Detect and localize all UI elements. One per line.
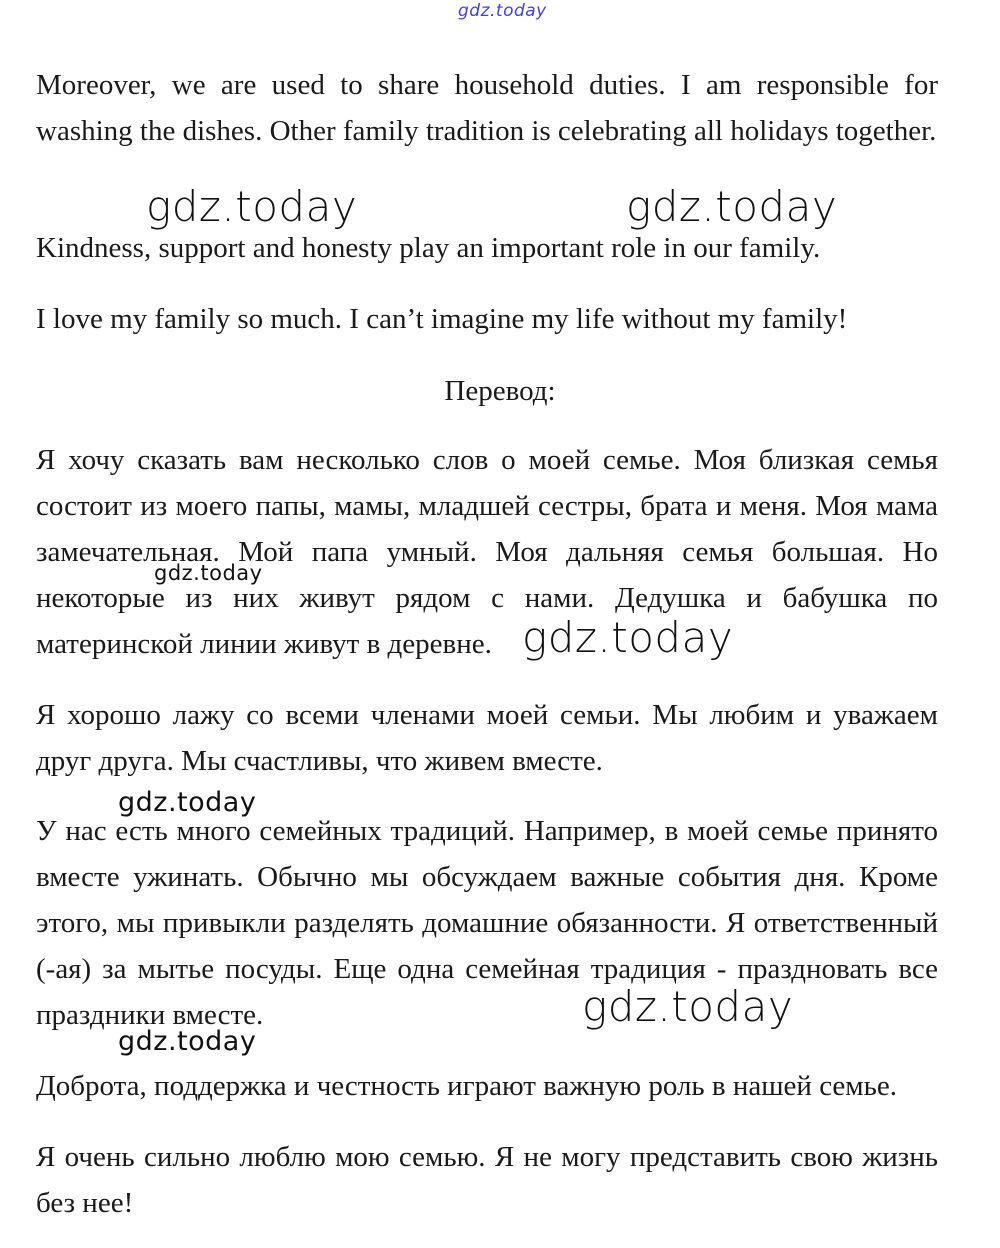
watermark: gdz.today <box>118 1026 257 1057</box>
watermark-top: gdz.today <box>458 1 547 21</box>
watermark: gdz.today <box>154 561 263 585</box>
english-paragraph-duties: Moreover, we are used to share household duties. I am responsible for washing the dishes. Other family tradition is celebrating all holidays together. <box>36 69 938 147</box>
translation-paragraph-traditions: У нас есть много семейных традиций. Например, в моей семье принято вместе ужинать. Обычно мы обсуждаем важные события дня. Кроме этого, мы привыкли разделять домашние обязанности. Я ответственный (-ая) за мытье посуды. Еще одна семейная традиция - праздновать все праздники вместе. <box>36 815 938 1031</box>
watermark: gdz.today <box>146 182 358 231</box>
watermark: gdz.today <box>582 982 794 1031</box>
translation-paragraph-love: Я очень сильно люблю мою семью. Я не могу представить свою жизнь без нее! <box>36 1141 938 1219</box>
english-paragraph-values: Kindness, support and honesty play an important role in our family. <box>36 232 821 264</box>
watermark: gdz.today <box>522 613 734 662</box>
translation-paragraph-relations: Я хорошо лажу со всеми членами моей семьи. Мы любим и уважаем друг друга. Мы счастливы, что живем вместе. <box>36 699 938 777</box>
translation-heading: Перевод: <box>444 375 556 407</box>
watermark: gdz.today <box>118 787 257 818</box>
translation-paragraph-family: Я хочу сказать вам несколько слов о моей семье. Моя близкая семья состоит из моего папы, мамы, младшей сестры, брата и меня. Моя мама замечательная. Мой папа умный. Моя дальняя семья большая. Но некоторые из них живут рядом с нами. Дедушка и бабушка по материнской линии живут в деревне. <box>36 444 938 660</box>
translation-paragraph-values: Доброта, поддержка и честность играют важную роль в нашей семье. <box>36 1070 897 1102</box>
english-paragraph-love: I love my family so much. I can’t imagine my life without my family! <box>36 303 848 335</box>
watermark: gdz.today <box>626 182 838 231</box>
